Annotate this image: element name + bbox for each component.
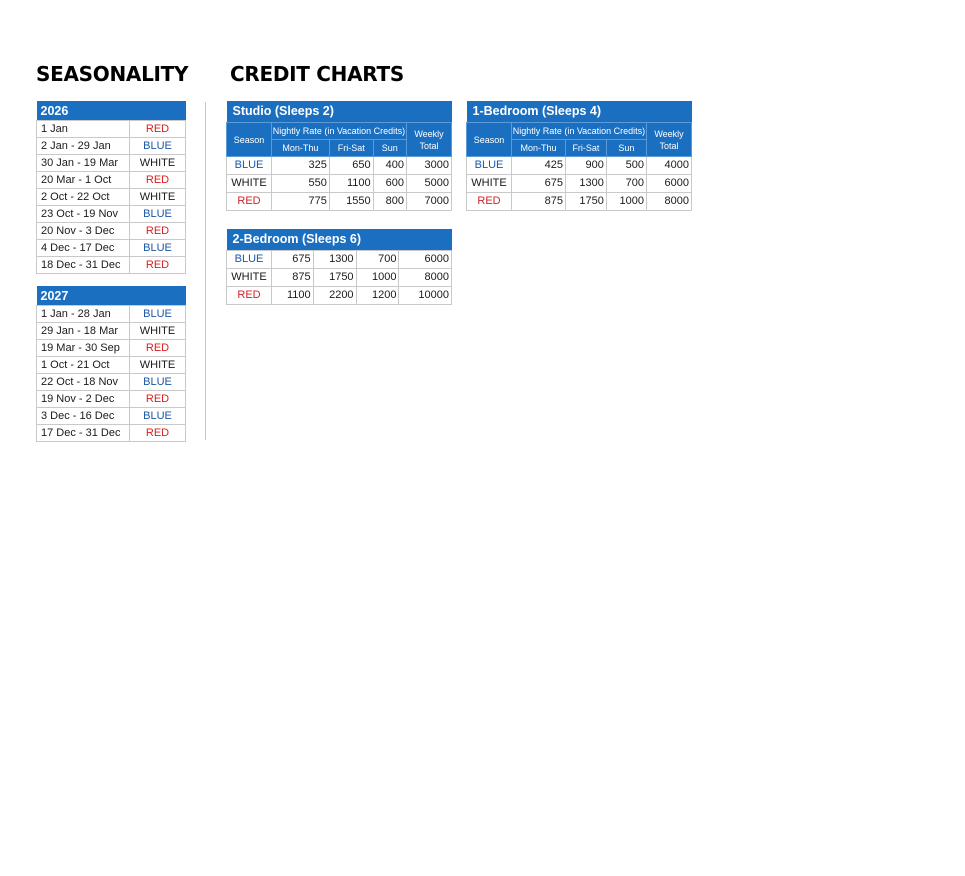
season-label: RED [227,287,272,305]
season-row [37,121,186,138]
rate-row [227,287,452,305]
rate-row [227,251,452,269]
year-header: 2027 [37,286,186,306]
date-range: 1 Jan - 28 Jan [37,306,130,323]
nightly-rate-header: Nightly Rate (in Vacation Credits) [272,123,407,140]
rate-row [227,175,452,193]
date-range: 20 Nov - 3 Dec [37,223,130,240]
season-label: BLUE [130,306,186,323]
fri-sat-header: Fri-Sat [329,140,373,157]
sun-value: 400 [373,157,406,175]
season-row [37,340,186,357]
mon-thu-value: 675 [512,175,566,193]
date-range: 30 Jan - 19 Mar [37,155,130,172]
season-label: WHITE [130,357,186,374]
weekly-total-value: 4000 [647,157,692,175]
season-label: RED [130,425,186,442]
weekly-total-value: 6000 [647,175,692,193]
credit-charts-heading: CREDIT CHARTS [230,62,404,86]
season-label: BLUE [130,240,186,257]
sun-header: Sun [373,140,406,157]
weekly-total-value: 7000 [407,193,452,211]
date-range: 18 Dec - 31 Dec [37,257,130,274]
date-range: 4 Dec - 17 Dec [37,240,130,257]
date-range: 17 Dec - 31 Dec [37,425,130,442]
season-label: RED [130,257,186,274]
date-range: 20 Mar - 1 Oct [37,172,130,189]
weekly-total-value: 5000 [407,175,452,193]
season-label: BLUE [227,251,272,269]
season-row [37,374,186,391]
mon-thu-value: 875 [512,193,566,211]
weekly-total-header: Weekly Total [647,123,692,157]
weekly-total-value: 6000 [399,251,452,269]
rate-row [227,157,452,175]
season-label: RED [130,391,186,408]
season-label: WHITE [467,175,512,193]
mon-thu-header: Mon-Thu [272,140,330,157]
date-range: 22 Oct - 18 Nov [37,374,130,391]
section-divider [205,102,206,440]
season-label: RED [130,121,186,138]
unit-title: 2-Bedroom (Sleeps 6) [227,229,452,251]
sun-value: 800 [373,193,406,211]
fri-sat-value: 2200 [313,287,356,305]
mon-thu-value: 550 [272,175,330,193]
seasonality-table-2027 [36,286,186,442]
credit-table-2-bedroom [226,229,452,305]
fri-sat-header: Fri-Sat [566,140,607,157]
season-row [37,425,186,442]
season-label: WHITE [227,175,272,193]
season-row [37,257,186,274]
season-label: WHITE [227,269,272,287]
season-label: BLUE [130,138,186,155]
season-row [37,306,186,323]
season-label: BLUE [130,374,186,391]
season-row [37,391,186,408]
mon-thu-value: 775 [272,193,330,211]
sun-value: 500 [606,157,646,175]
sun-value: 700 [606,175,646,193]
fri-sat-value: 1750 [313,269,356,287]
sun-value: 1000 [606,193,646,211]
weekly-total-value: 10000 [399,287,452,305]
season-row [37,138,186,155]
unit-title: 1-Bedroom (Sleeps 4) [467,101,692,123]
date-range: 1 Oct - 21 Oct [37,357,130,374]
sun-header: Sun [606,140,646,157]
season-label: WHITE [130,155,186,172]
weekly-total-value: 8000 [647,193,692,211]
season-row [37,357,186,374]
date-range: 19 Mar - 30 Sep [37,340,130,357]
fri-sat-value: 900 [566,157,607,175]
date-range: 3 Dec - 16 Dec [37,408,130,425]
fri-sat-value: 1300 [566,175,607,193]
season-label: WHITE [130,323,186,340]
season-row [37,155,186,172]
season-row [37,223,186,240]
season-label: RED [467,193,512,211]
season-label: WHITE [130,189,186,206]
season-row [37,408,186,425]
season-row [37,189,186,206]
season-label: BLUE [130,408,186,425]
sun-value: 1000 [356,269,399,287]
date-range: 23 Oct - 19 Nov [37,206,130,223]
season-col-header: Season [467,123,512,157]
fri-sat-value: 1550 [329,193,373,211]
sun-value: 700 [356,251,399,269]
season-label: BLUE [130,206,186,223]
weekly-total-header: Weekly Total [407,123,452,157]
rate-row [227,269,452,287]
rate-row [467,157,692,175]
season-row [37,240,186,257]
season-row [37,323,186,340]
fri-sat-value: 650 [329,157,373,175]
date-range: 2 Jan - 29 Jan [37,138,130,155]
fri-sat-value: 1300 [313,251,356,269]
mon-thu-value: 1100 [272,287,314,305]
season-row [37,206,186,223]
seasonality-heading: SEASONALITY [36,62,189,86]
date-range: 19 Nov - 2 Dec [37,391,130,408]
fri-sat-value: 1100 [329,175,373,193]
nightly-rate-header: Nightly Rate (in Vacation Credits) [512,123,647,140]
season-label: RED [130,223,186,240]
fri-sat-value: 1750 [566,193,607,211]
sun-value: 1200 [356,287,399,305]
season-label: RED [130,172,186,189]
season-label: BLUE [467,157,512,175]
mon-thu-value: 425 [512,157,566,175]
season-label: RED [227,193,272,211]
season-col-header: Season [227,123,272,157]
mon-thu-value: 675 [272,251,314,269]
date-range: 2 Oct - 22 Oct [37,189,130,206]
mon-thu-header: Mon-Thu [512,140,566,157]
season-label: RED [130,340,186,357]
rate-row [227,193,452,211]
weekly-total-value: 3000 [407,157,452,175]
unit-title: Studio (Sleeps 2) [227,101,452,123]
sun-value: 600 [373,175,406,193]
rate-row [467,175,692,193]
year-header: 2026 [37,101,186,121]
weekly-total-value: 8000 [399,269,452,287]
seasonality-table-2026 [36,101,186,274]
credit-table-studio [226,101,452,211]
season-row [37,172,186,189]
credit-table-1-bedroom [466,101,692,211]
date-range: 1 Jan [37,121,130,138]
mon-thu-value: 875 [272,269,314,287]
mon-thu-value: 325 [272,157,330,175]
date-range: 29 Jan - 18 Mar [37,323,130,340]
rate-row [467,193,692,211]
season-label: BLUE [227,157,272,175]
